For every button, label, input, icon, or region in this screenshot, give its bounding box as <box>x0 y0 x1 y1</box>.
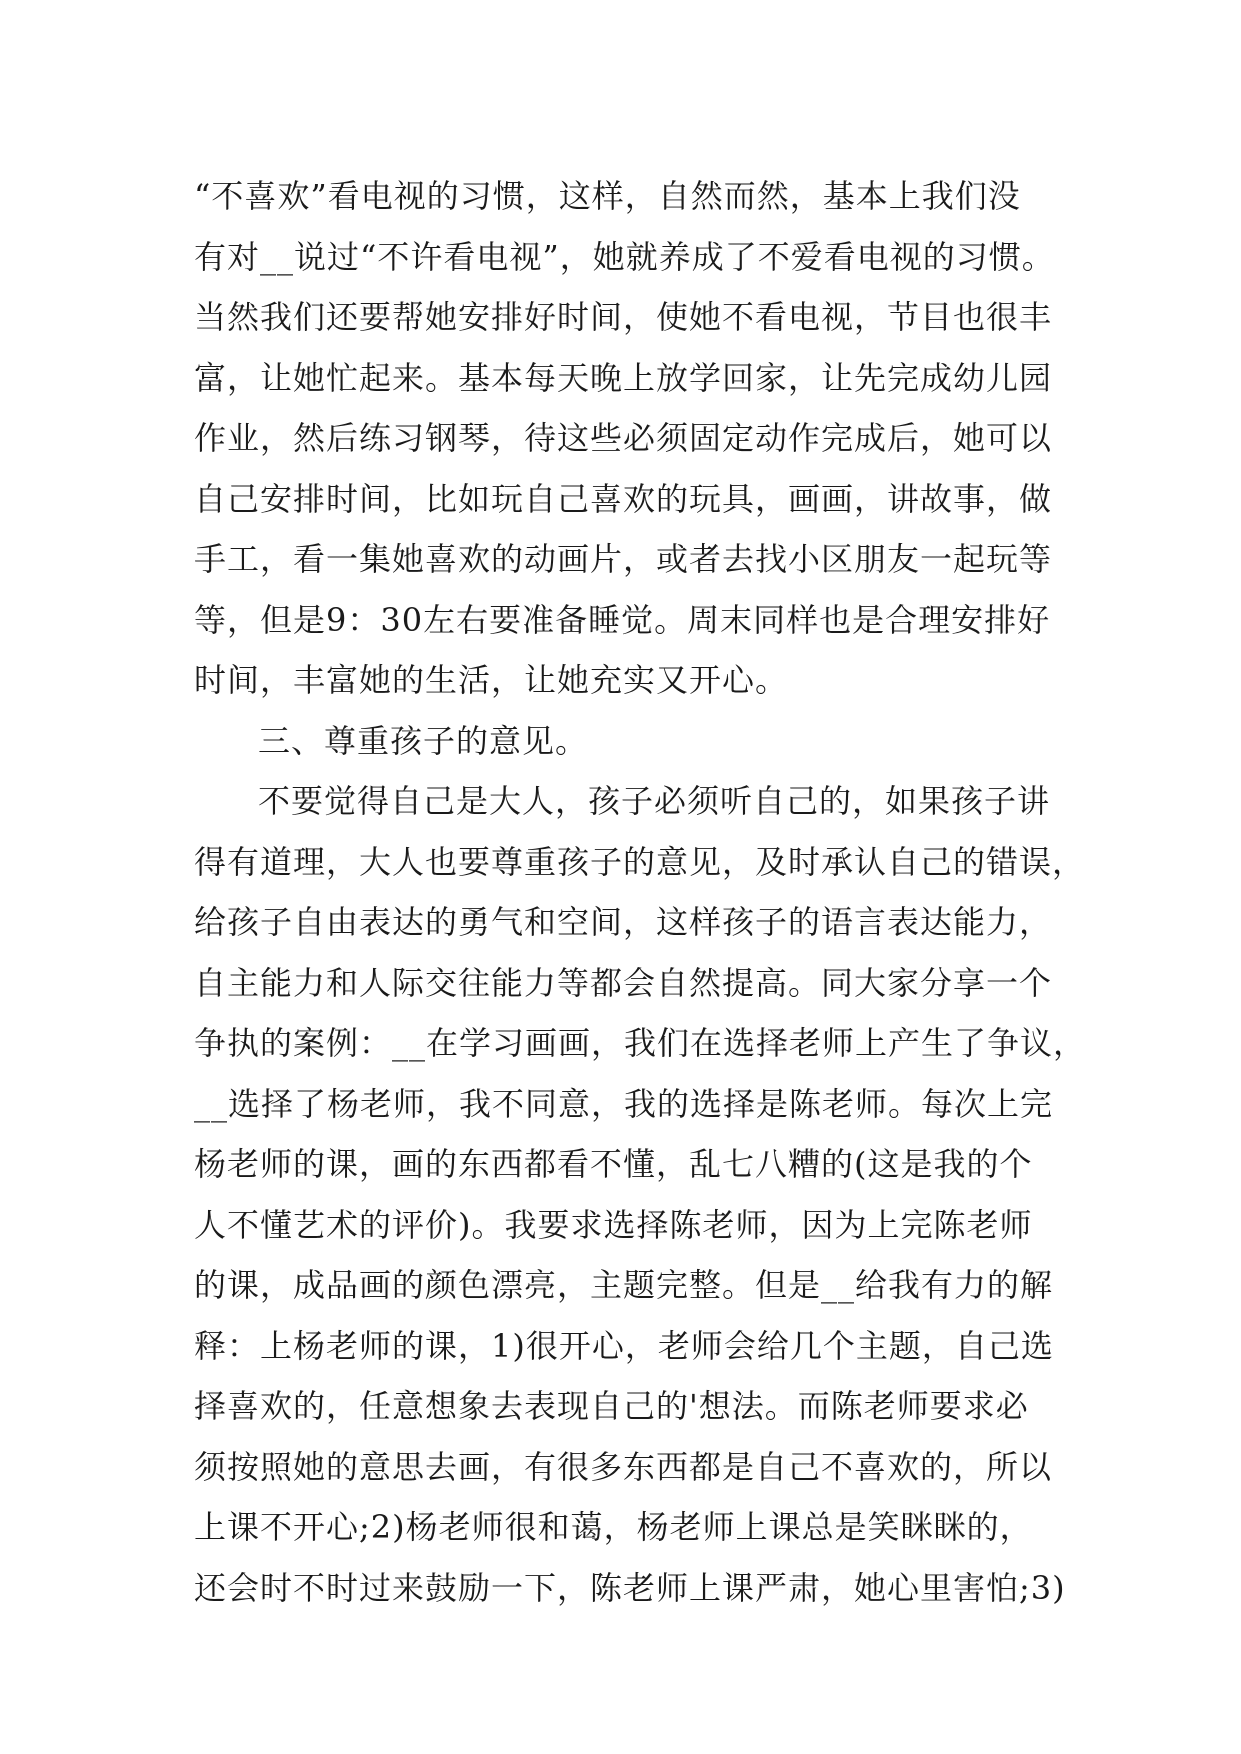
paragraph-first-line: 不要觉得自己是大人，孩子必须听自己的，如果孩子讲 <box>258 782 1051 820</box>
text-line: 杨老师的课，画的东西都看不懂，乱七八糟的(这是我的个 <box>194 1145 1033 1183</box>
text-line: __选择了杨老师，我不同意，我的选择是陈老师。每次上完 <box>194 1084 1054 1123</box>
text-line: 手工，看一集她喜欢的动画片，或者去找小区朋友一起玩等 <box>194 540 1053 578</box>
text-line: 当然我们还要帮她安排好时间，使她不看电视，节目也很丰 <box>194 298 1053 336</box>
text-line: 自己安排时间，比如玩自己喜欢的玩具，画画，讲故事，做 <box>194 479 1053 518</box>
text-line: 得有道理，大人也要尊重孩子的意见，及时承认自己的错误， <box>194 842 1086 881</box>
text-line: 时间，丰富她的生活，让她充实又开心。 <box>194 661 789 699</box>
text-line: 有对__说过“不许看电视”，她就养成了不爱看电视的习惯。 <box>194 237 1055 276</box>
document-body <box>194 166 1087 1618</box>
text-line: 的课，成品画的颜色漂亮，主题完整。但是__给我有力的解 <box>194 1266 1054 1304</box>
text-line: 释：上杨老师的课，1)很开心，老师会给几个主题，自己选 <box>194 1326 1054 1365</box>
text-line: 作业，然后练习钢琴，待这些必须固定动作完成后，她可以 <box>194 419 1053 457</box>
text-line: 人不懂艺术的评价)。我要求选择陈老师，因为上完陈老师 <box>194 1205 1033 1244</box>
text-line: 自主能力和人际交往能力等都会自然提高。同大家分享一个 <box>194 963 1053 1002</box>
text-line: 等，但是9：30左右要准备睡觉。周末同样也是合理安排好 <box>194 600 1051 639</box>
text-line: “不喜欢”看电视的习惯，这样，自然而然，基本上我们没 <box>194 177 1021 215</box>
text-line: 还会时不时过来鼓励一下，陈老师上课严肃，她心里害怕;3) <box>194 1568 1066 1607</box>
section-heading: 三、尊重孩子的意见。 <box>258 721 589 760</box>
text-line: 富，让她忙起来。基本每天晚上放学回家，让先完成幼儿园 <box>194 358 1053 397</box>
text-line: 择喜欢的，任意想象去表现自己的'想法。而陈老师要求必 <box>194 1387 1029 1425</box>
text-line: 须按照她的意思去画，有很多东西都是自己不喜欢的，所以 <box>194 1447 1053 1486</box>
text-line: 给孩子自由表达的勇气和空间，这样孩子的语言表达能力， <box>194 903 1053 941</box>
text-line: 争执的案例：__在学习画画，我们在选择老师上产生了争议， <box>194 1024 1087 1062</box>
text-line: 上课不开心;2)杨老师很和蔼，杨老师上课总是笑眯眯的， <box>194 1508 1033 1546</box>
